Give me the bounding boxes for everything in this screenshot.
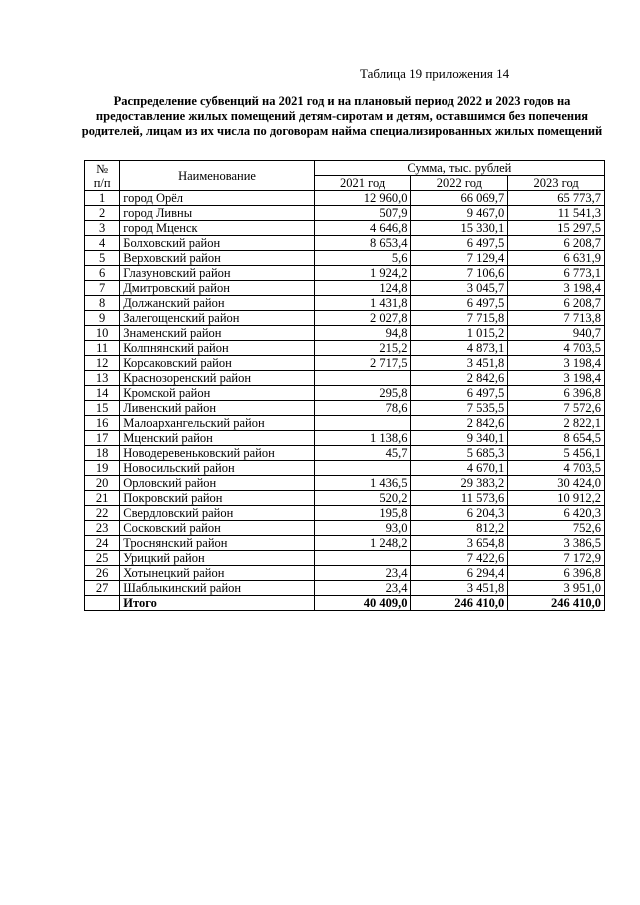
- row-value-2023: 3 386,5: [508, 536, 605, 551]
- row-name: Глазуновский район: [120, 266, 314, 281]
- row-name: Болховский район: [120, 236, 314, 251]
- row-value-2021: [314, 416, 411, 431]
- table-row: [85, 401, 605, 416]
- row-value-2023: 11 541,3: [508, 206, 605, 221]
- row-name: Свердловский район: [120, 506, 314, 521]
- row-value-2023: 4 703,5: [508, 461, 605, 476]
- row-value-2021: 1 248,2: [314, 536, 411, 551]
- row-name: Троснянский район: [120, 536, 314, 551]
- row-name: Ливенский район: [120, 401, 314, 416]
- row-name: Урицкий район: [120, 551, 314, 566]
- header-year-2022: 2022 год: [411, 176, 508, 191]
- row-value-2022: 7 422,6: [411, 551, 508, 566]
- header-year-2021: 2021 год: [314, 176, 411, 191]
- table-row: [85, 356, 605, 371]
- row-name: Новосильский район: [120, 461, 314, 476]
- row-number: 4: [85, 236, 120, 251]
- header-year-2023: 2023 год: [508, 176, 605, 191]
- row-value-2022: 6 497,5: [411, 236, 508, 251]
- row-value-2023: 6 208,7: [508, 236, 605, 251]
- row-name: город Ливны: [120, 206, 314, 221]
- row-value-2022: 7 129,4: [411, 251, 508, 266]
- total-2022: 246 410,0: [411, 596, 508, 611]
- row-name: Верховский район: [120, 251, 314, 266]
- row-number: 14: [85, 386, 120, 401]
- row-number: 7: [85, 281, 120, 296]
- row-number: 21: [85, 491, 120, 506]
- table-row: [85, 476, 605, 491]
- row-value-2021: [314, 461, 411, 476]
- row-name: Новодеревеньковский район: [120, 446, 314, 461]
- row-value-2022: 812,2: [411, 521, 508, 536]
- table-row: [85, 281, 605, 296]
- table-row: [85, 221, 605, 236]
- row-value-2021: 12 960,0: [314, 191, 411, 206]
- row-value-2023: 4 703,5: [508, 341, 605, 356]
- row-name: Мценский район: [120, 431, 314, 446]
- row-name: Покровский район: [120, 491, 314, 506]
- row-name: Сосковский район: [120, 521, 314, 536]
- row-value-2021: 195,8: [314, 506, 411, 521]
- row-name: Залегощенский район: [120, 311, 314, 326]
- table-row: [85, 431, 605, 446]
- row-value-2023: 6 208,7: [508, 296, 605, 311]
- row-value-2021: 93,0: [314, 521, 411, 536]
- row-number: 20: [85, 476, 120, 491]
- row-number: 9: [85, 311, 120, 326]
- table-body: [85, 191, 605, 596]
- row-name: город Орёл: [120, 191, 314, 206]
- row-number: 18: [85, 446, 120, 461]
- row-name: Шаблыкинский район: [120, 581, 314, 596]
- row-value-2023: 6 396,8: [508, 386, 605, 401]
- row-name: Орловский район: [120, 476, 314, 491]
- row-value-2022: 15 330,1: [411, 221, 508, 236]
- table-row: [85, 326, 605, 341]
- row-value-2023: 65 773,7: [508, 191, 605, 206]
- row-value-2023: 3 198,4: [508, 356, 605, 371]
- row-name: Хотынецкий район: [120, 566, 314, 581]
- table-row: [85, 266, 605, 281]
- row-name: город Мценск: [120, 221, 314, 236]
- row-number: 12: [85, 356, 120, 371]
- row-number: 27: [85, 581, 120, 596]
- table-row: [85, 296, 605, 311]
- total-row: [85, 596, 605, 611]
- row-value-2022: 9 467,0: [411, 206, 508, 221]
- row-value-2022: 6 294,4: [411, 566, 508, 581]
- row-number: 13: [85, 371, 120, 386]
- row-number: 19: [85, 461, 120, 476]
- row-value-2023: 2 822,1: [508, 416, 605, 431]
- header-name: Наименование: [120, 161, 314, 191]
- table-row: [85, 251, 605, 266]
- row-value-2021: 507,9: [314, 206, 411, 221]
- total-2023: 246 410,0: [508, 596, 605, 611]
- table-row: [85, 371, 605, 386]
- table-row: [85, 341, 605, 356]
- subvention-table: [84, 160, 605, 611]
- row-value-2021: 1 138,6: [314, 431, 411, 446]
- row-name: Должанский район: [120, 296, 314, 311]
- total-number-cell: [85, 596, 120, 611]
- row-value-2021: 4 646,8: [314, 221, 411, 236]
- row-value-2023: 3 198,4: [508, 281, 605, 296]
- row-value-2023: 3 951,0: [508, 581, 605, 596]
- row-value-2021: 45,7: [314, 446, 411, 461]
- table-row: [85, 446, 605, 461]
- row-value-2022: 4 670,1: [411, 461, 508, 476]
- row-value-2022: 1 015,2: [411, 326, 508, 341]
- document-title: Распределение субвенций на 2021 год и на плановый период 2022 и 2023 годов на предоставление жилых помещений детям-сиротам и детям, оставшимся без попечения родителей, лицам из их числа по договорам найма специализированных жилых помещений: [81, 94, 603, 138]
- row-value-2022: 3 045,7: [411, 281, 508, 296]
- row-value-2023: 6 420,3: [508, 506, 605, 521]
- row-number: 1: [85, 191, 120, 206]
- row-value-2022: 3 654,8: [411, 536, 508, 551]
- row-value-2021: 520,2: [314, 491, 411, 506]
- row-name: Знаменский район: [120, 326, 314, 341]
- table-row: [85, 416, 605, 431]
- row-value-2022: 4 873,1: [411, 341, 508, 356]
- row-value-2022: 2 842,6: [411, 371, 508, 386]
- row-number: 11: [85, 341, 120, 356]
- row-name: Корсаковский район: [120, 356, 314, 371]
- row-value-2021: 295,8: [314, 386, 411, 401]
- row-value-2021: 2 717,5: [314, 356, 411, 371]
- row-number: 24: [85, 536, 120, 551]
- row-value-2021: 215,2: [314, 341, 411, 356]
- table-row: [85, 461, 605, 476]
- row-value-2023: 5 456,1: [508, 446, 605, 461]
- row-value-2023: 15 297,5: [508, 221, 605, 236]
- row-value-2022: 7 106,6: [411, 266, 508, 281]
- header-number-line1: №: [96, 161, 109, 176]
- row-value-2021: 1 436,5: [314, 476, 411, 491]
- row-value-2023: 8 654,5: [508, 431, 605, 446]
- row-value-2021: 1 431,8: [314, 296, 411, 311]
- row-value-2022: 2 842,6: [411, 416, 508, 431]
- row-name: Колпнянский район: [120, 341, 314, 356]
- row-value-2022: 11 573,6: [411, 491, 508, 506]
- row-value-2023: 7 572,6: [508, 401, 605, 416]
- total-2021: 40 409,0: [314, 596, 411, 611]
- row-number: 10: [85, 326, 120, 341]
- row-value-2023: 6 773,1: [508, 266, 605, 281]
- table-row: [85, 491, 605, 506]
- table-row: [85, 191, 605, 206]
- total-label: Итого: [120, 596, 314, 611]
- row-value-2023: 752,6: [508, 521, 605, 536]
- row-value-2021: 23,4: [314, 581, 411, 596]
- row-value-2023: 6 631,9: [508, 251, 605, 266]
- row-value-2023: 7 713,8: [508, 311, 605, 326]
- row-number: 3: [85, 221, 120, 236]
- row-value-2022: 9 340,1: [411, 431, 508, 446]
- row-value-2023: 10 912,2: [508, 491, 605, 506]
- row-value-2023: 6 396,8: [508, 566, 605, 581]
- row-value-2022: 66 069,7: [411, 191, 508, 206]
- appendix-label: Таблица 19 приложения 14: [360, 66, 510, 81]
- row-value-2022: 7 715,8: [411, 311, 508, 326]
- table-row: [85, 311, 605, 326]
- row-value-2022: 3 451,8: [411, 581, 508, 596]
- table-row: [85, 581, 605, 596]
- row-number: 16: [85, 416, 120, 431]
- row-value-2022: 6 497,5: [411, 386, 508, 401]
- row-value-2021: 124,8: [314, 281, 411, 296]
- row-name: Дмитровский район: [120, 281, 314, 296]
- row-value-2023: 940,7: [508, 326, 605, 341]
- row-value-2021: [314, 371, 411, 386]
- table-row: [85, 536, 605, 551]
- table-row: [85, 506, 605, 521]
- header-sum: Сумма, тыс. рублей: [314, 161, 604, 176]
- row-number: 6: [85, 266, 120, 281]
- row-name: Краснозоренский район: [120, 371, 314, 386]
- row-value-2022: 7 535,5: [411, 401, 508, 416]
- row-value-2022: 29 383,2: [411, 476, 508, 491]
- header-number-line2: п/п: [93, 175, 111, 190]
- row-value-2022: 6 497,5: [411, 296, 508, 311]
- table-row: [85, 236, 605, 251]
- row-value-2023: 3 198,4: [508, 371, 605, 386]
- row-value-2023: 30 424,0: [508, 476, 605, 491]
- row-value-2023: 7 172,9: [508, 551, 605, 566]
- row-name: Кромской район: [120, 386, 314, 401]
- table-row: [85, 206, 605, 221]
- table-row: [85, 566, 605, 581]
- row-value-2021: 1 924,2: [314, 266, 411, 281]
- row-number: 8: [85, 296, 120, 311]
- row-number: 2: [85, 206, 120, 221]
- table-row: [85, 386, 605, 401]
- row-value-2021: 78,6: [314, 401, 411, 416]
- row-name: Малоархангельский район: [120, 416, 314, 431]
- row-value-2021: 8 653,4: [314, 236, 411, 251]
- row-value-2021: 23,4: [314, 566, 411, 581]
- row-number: 23: [85, 521, 120, 536]
- table-row: [85, 551, 605, 566]
- row-number: 22: [85, 506, 120, 521]
- row-value-2021: 2 027,8: [314, 311, 411, 326]
- row-value-2021: [314, 551, 411, 566]
- row-number: 17: [85, 431, 120, 446]
- row-value-2022: 3 451,8: [411, 356, 508, 371]
- row-number: 25: [85, 551, 120, 566]
- row-number: 26: [85, 566, 120, 581]
- row-value-2022: 5 685,3: [411, 446, 508, 461]
- row-number: 15: [85, 401, 120, 416]
- row-value-2021: 94,8: [314, 326, 411, 341]
- row-value-2022: 6 204,3: [411, 506, 508, 521]
- row-value-2021: 5,6: [314, 251, 411, 266]
- table-row: [85, 521, 605, 536]
- row-number: 5: [85, 251, 120, 266]
- header-number: [85, 161, 120, 191]
